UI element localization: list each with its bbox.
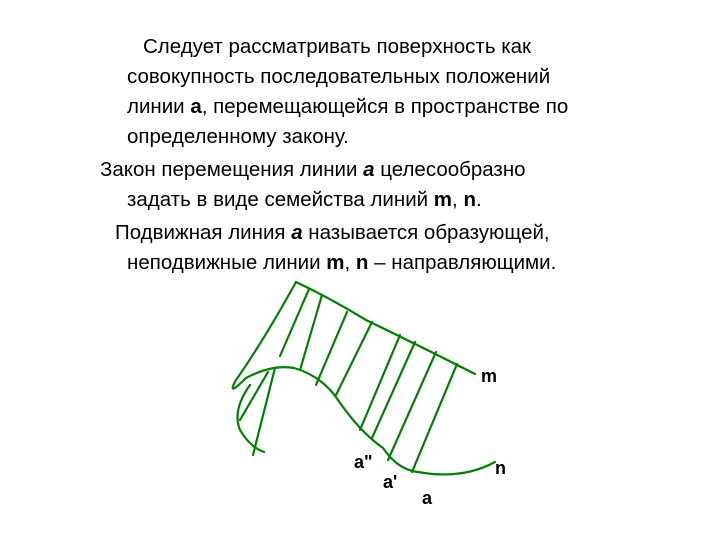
variable-n: n [355, 251, 369, 274]
label-a-double-prime: a" [354, 452, 373, 472]
generator-line [372, 342, 415, 438]
generator-line [253, 368, 275, 455]
para3-line1-after: называется образующей, [302, 221, 550, 244]
para2-line1-after: целесообразно [374, 158, 526, 181]
generator-line [388, 352, 436, 460]
para2-line1-before: Закон перемещения линии [100, 158, 364, 181]
period: . [475, 188, 482, 211]
variable-a: а [291, 221, 303, 244]
separator: , [344, 251, 356, 274]
para3-line1-before: Подвижная линия [115, 221, 292, 244]
variable-n: n [463, 188, 476, 211]
label-m: m [481, 366, 498, 386]
generator-line [316, 312, 347, 385]
generator-line [360, 335, 400, 430]
para3-line2-before: неподвижные линии [127, 251, 327, 274]
para2-line2-before: задать в виде семейства линий [127, 188, 434, 211]
generator-line [336, 322, 372, 395]
generator-line [412, 364, 457, 472]
para1-line1-text: Следует рассматривать поверхность как [143, 35, 531, 58]
para1-line2-text: совокупность последовательных положений [127, 65, 551, 88]
para1-line3-before: линии [127, 95, 191, 118]
variable-a: а [190, 95, 202, 118]
variable-a: а [363, 158, 375, 181]
diagram-lines [233, 282, 498, 474]
label-a-prime: a' [383, 472, 398, 492]
para1-line4-text: определенному закону. [127, 125, 349, 148]
para3-line2-after: – направляющими. [368, 251, 557, 274]
label-n: n [495, 458, 506, 478]
generator-line [280, 289, 309, 356]
label-a: a [422, 488, 433, 508]
para1-line3-after: , перемещающейся в пространстве по [201, 95, 569, 118]
generator-line [300, 295, 322, 370]
separator: , [452, 188, 464, 211]
variable-m: m [326, 251, 345, 274]
variable-m: m [433, 188, 453, 211]
